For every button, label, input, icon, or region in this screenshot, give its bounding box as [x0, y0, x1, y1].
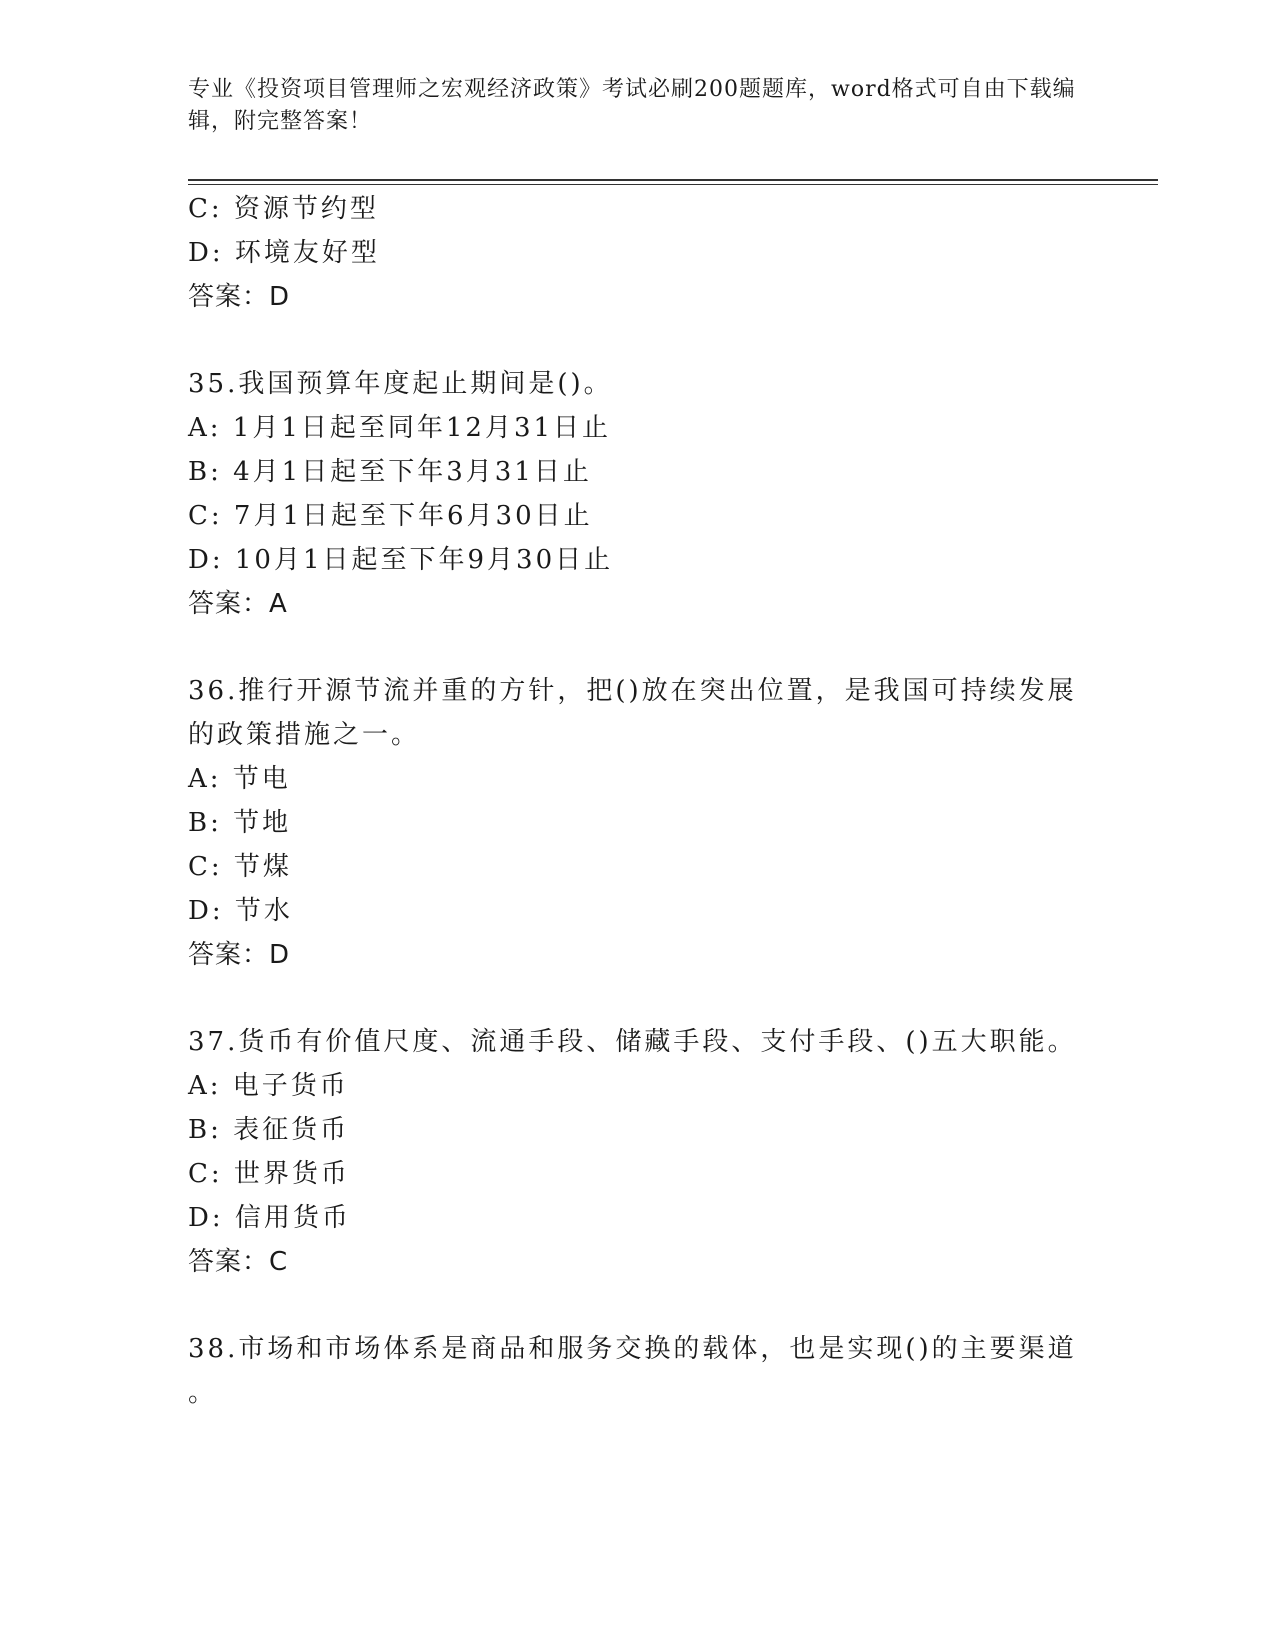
q36-answer: 答案：D — [188, 940, 291, 970]
header-divider-thin — [188, 184, 1158, 185]
q35-option-c: C: 7月1日起至下年6月30日止 — [188, 501, 593, 531]
q37-option-d: D: 信用货币 — [188, 1203, 351, 1233]
q37-answer: 答案：C — [188, 1247, 289, 1277]
q36-option-b: B: 节地 — [188, 808, 292, 838]
q36-stem-line2: 的政策措施之一。 — [188, 720, 421, 750]
q37-stem: 37.货币有价值尺度、流通手段、储藏手段、支付手段、()五大职能。 — [188, 1027, 1077, 1057]
q38-stem-line1: 38.市场和市场体系是商品和服务交换的载体，也是实现()的主要渠道 — [188, 1334, 1077, 1364]
q35-stem: 35.我国预算年度起止期间是()。 — [188, 369, 613, 399]
q35-option-d: D: 10月1日起至下年9月30日止 — [188, 545, 614, 575]
document-header: 专业《投资项目管理师之宏观经济政策》考试必刷200题题库，word格式可自由下载编辑，附完整答案！ — [188, 77, 1076, 134]
q35-option-a: A: 1月1日起至同年12月31日止 — [188, 413, 612, 443]
q36-option-a: A: 节电 — [188, 764, 291, 794]
q34-answer: 答案：D — [188, 282, 291, 312]
q36-stem-line1: 36.推行开源节流并重的方针，把()放在突出位置，是我国可持续发展 — [188, 676, 1077, 706]
q37-option-b: B: 表征货币 — [188, 1115, 350, 1145]
q35-answer: 答案：A — [188, 589, 288, 619]
q34-option-d: D: 环境友好型 — [188, 238, 380, 268]
q37-option-c: C: 世界货币 — [188, 1159, 350, 1189]
header-divider-thick — [188, 179, 1158, 181]
q37-option-a: A: 电子货币 — [188, 1071, 349, 1101]
q38-stem-line2: 。 — [188, 1378, 218, 1408]
q36-option-c: C: 节煤 — [188, 852, 292, 882]
q36-option-d: D: 节水 — [188, 896, 293, 926]
q35-option-b: B: 4月1日起至下年3月31日止 — [188, 457, 592, 487]
q34-option-c: C: 资源节约型 — [188, 194, 379, 224]
